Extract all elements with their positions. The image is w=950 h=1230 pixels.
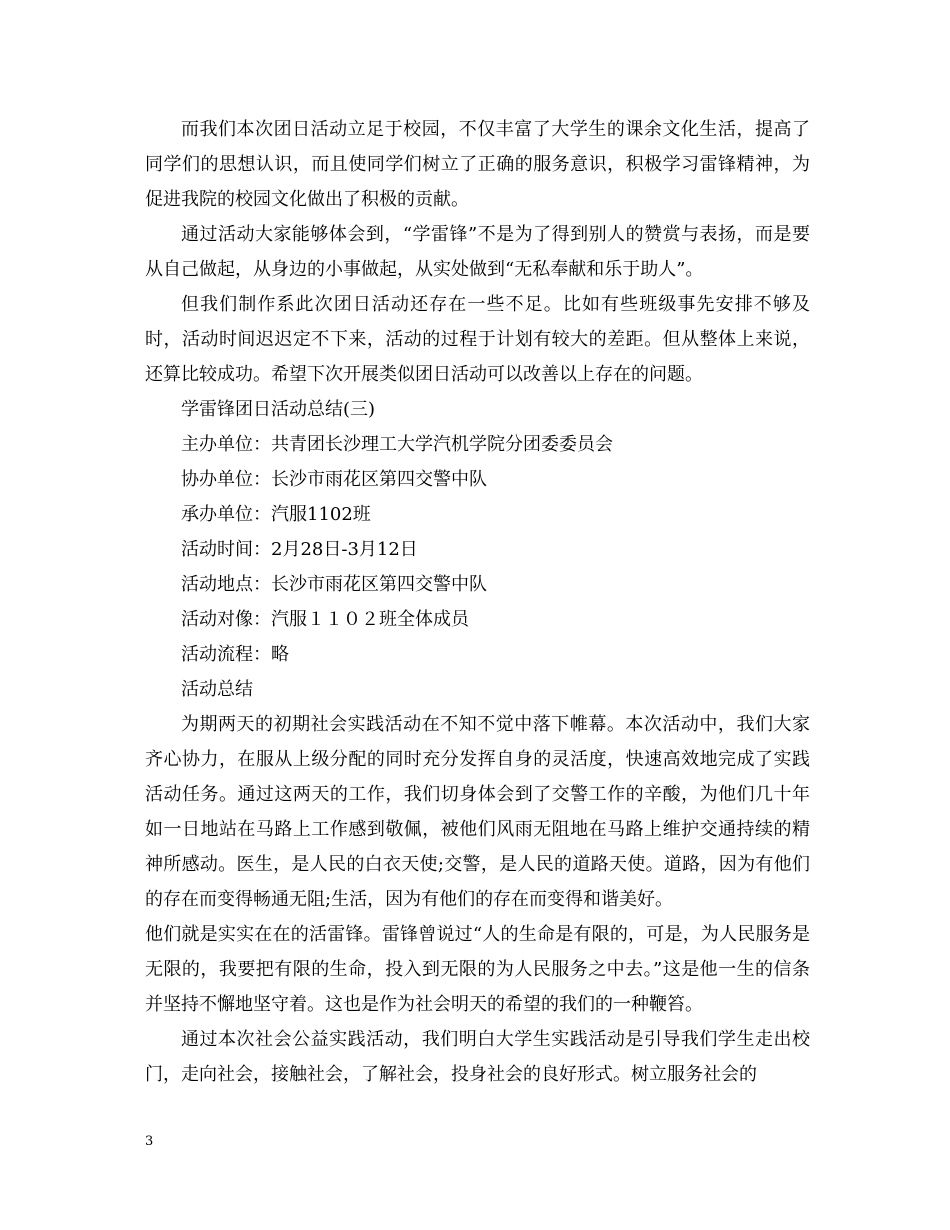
organizer-line: 主办单位：共青团长沙理工大学汽机学院分团委委员会 [181, 434, 613, 455]
section-title: 学雷锋团日活动总结(三) [181, 399, 376, 420]
co-organizer-line: 协办单位：长沙市雨花区第四交警中队 [181, 469, 487, 490]
paragraph-practice-summary: 为期两天的初期社会实践活动在不知不觉中落下帷幕。本次活动中，我们大家齐心协力，在服从上级分配的同时充分发挥自身的灵活度，快速高效地完成了实践活动任务。通过这两天的工作，我们切身体会到了交警工作的辛酸，为他们几十年如一日地站在马路上工作感到敬佩，被他们风雨无阻地在马路上维护交通持续的精神所感动。医生，是人民的白衣天使;交警，是人民的道路天使。道路，因为有他们的存在而变得畅通无阻;生活，因为有他们的存在而变得和谐美好。 [145, 714, 810, 910]
activity-summary-heading: 活动总结 [181, 679, 253, 700]
paragraph-learn-leifeng: 通过活动大家能够体会到，“学雷锋”不是为了得到别人的赞赏与表扬，而是要从自己做起，从身边的小事做起，从实处做到“无私奉献和乐于助人”。 [145, 224, 810, 280]
activity-process-line: 活动流程：略 [181, 644, 289, 665]
paragraph-campus-activity: 而我们本次团日活动立足于校园，不仅丰富了大学生的课余文化生活，提高了同学们的思想认识，而且使同学们树立了正确的服务意识，积极学习雷锋精神，为促进我院的校园文化做出了积极的贡献。 [145, 119, 810, 210]
paragraph-public-welfare: 通过本次社会公益实践活动，我们明白大学生实践活动是引导我们学生走出校门，走向社会，接触社会，了解社会，投身社会的良好形式。树立服务社会的 [145, 1029, 810, 1085]
paragraph-shortcomings: 但我们制作系此次团日活动还存在一些不足。比如有些班级事先安排不够及时，活动时间迟迟定不下来，活动的过程于计划有较大的差距。但从整体上来说，还算比较成功。希望下次开展类似团日活动可以改善以上存在的问题。 [145, 294, 810, 385]
activity-target-line: 活动对像：汽服１１０２班全体成员 [181, 609, 469, 630]
document-body [145, 112, 810, 1092]
undertaker-line: 承办单位：汽服1102班 [181, 504, 371, 525]
page-number: 3 [145, 1134, 154, 1149]
activity-location-line: 活动地点：长沙市雨花区第四交警中队 [181, 574, 487, 595]
activity-time-line: 活动时间：2月28日-3月12日 [181, 539, 418, 560]
paragraph-living-leifeng: 他们就是实实在在的活雷锋。雷锋曾说过“人的生命是有限的，可是，为人民服务是无限的，我要把有限的生命，投入到无限的为人民服务之中去。”这是他一生的信条并坚持不懈地坚守着。这也是作为社会明天的希望的我们的一种鞭笞。 [145, 924, 810, 1015]
